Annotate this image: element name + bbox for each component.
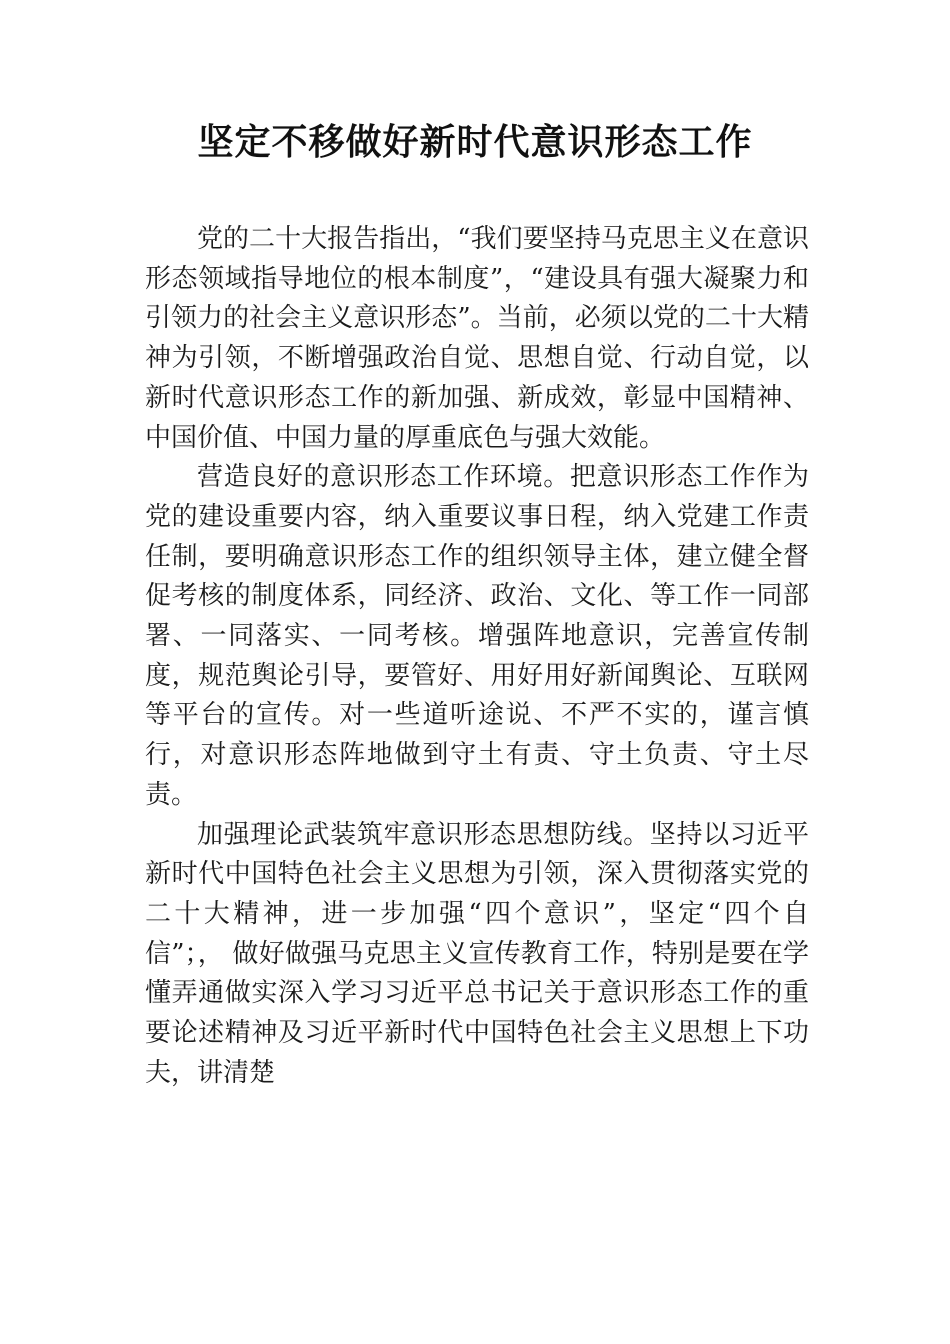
document-title: 坚定不移做好新时代意识形态工作 [197, 121, 753, 163]
document-body [145, 220, 809, 1093]
paragraph-1: 党的二十大报告指出，“我们要坚持马克思主义在意识形态领域指导地位的根本制度”，“建设具有强大凝聚力和引领力的社会主义意识形态”。当前，必须以党的二十大精神为引领，不断增强政治自觉、思想自觉、行动自觉，以新时代意识形态工作的新加强、新成效，彰显中国精神、中国价值、中国力量的厚重底色与强大效能。 [145, 224, 809, 453]
paragraph-3: 加强理论武装筑牢意识形态思想防线。坚持以习近平新时代中国特色社会主义思想为引领，深入贯彻落实党的二十大精神，进一步加强“四个意识”，坚定“四个自信”；， 做好做强马克思主义宣传教育工作，特别是要在学懂弄通做实深入学习习近平总书记关于意识形态工作的重要论述精神及习近平新时代中国特色社会主义思想上下功夫，讲清楚 [145, 819, 809, 1088]
paragraph-2: 营造良好的意识形态工作环境。把意识形态工作作为党的建设重要内容，纳入重要议事日程，纳入党建工作责任制，要明确意识形态工作的组织领导主体，建立健全督促考核的制度体系，同经济、政治、文化、等工作一同部署、一同落实、一同考核。增强阵地意识，完善宣传制度，规范舆论引导，要管好、用好用好新闻舆论、互联网等平台的宣传。对一些道听途说、不严不实的，谨言慎行，对意识形态阵地做到守土有责、守土负责、守土尽责。 [145, 462, 809, 810]
